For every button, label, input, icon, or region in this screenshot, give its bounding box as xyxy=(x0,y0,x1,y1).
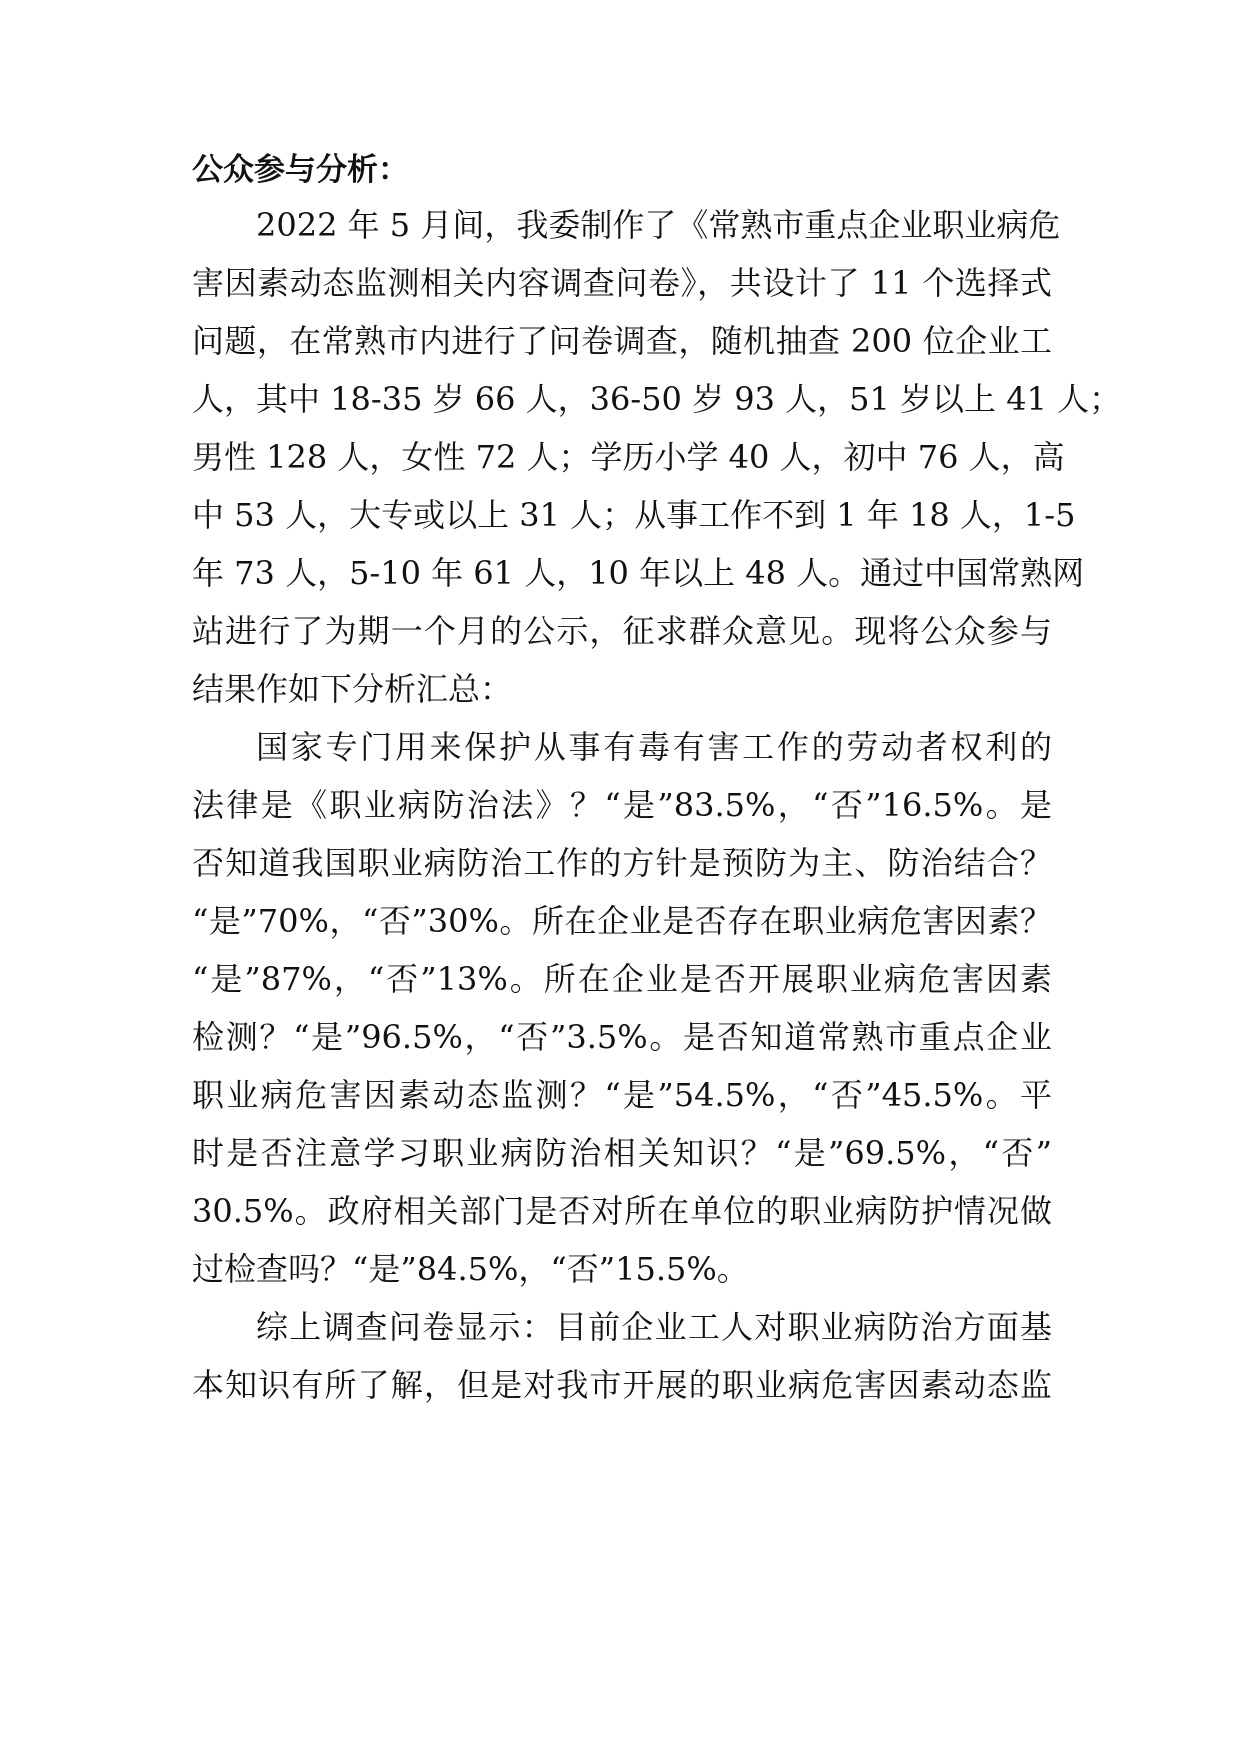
paragraph-line: 问题，在常熟市内进行了问卷调查，随机抽查 200 位企业工 xyxy=(192,322,1052,360)
paragraph-line: 结果作如下分析汇总： xyxy=(192,670,513,708)
paragraph-line: 国家专门用来保护从事有毒有害工作的劳动者权利的 xyxy=(256,728,1052,766)
paragraph-line: 过检查吗？“是”84.5%，“否”15.5%。 xyxy=(192,1250,749,1288)
paragraph-line: 年 73 人，5-10 年 61 人，10 年以上 48 人。通过中国常熟网 xyxy=(192,554,1085,592)
paragraph-line: 否知道我国职业病防治工作的方针是预防为主、防治结合？ xyxy=(192,844,1052,882)
paragraph-line: 站进行了为期一个月的公示，征求群众意见。现将公众参与 xyxy=(192,612,1052,650)
paragraph-line: 中 53 人，大专或以上 31 人；从事工作不到 1 年 18 人，1-5 xyxy=(192,496,1076,534)
paragraph-line: 人，其中 18-35 岁 66 人，36-50 岁 93 人，51 岁以上 41 人； xyxy=(192,380,1122,418)
paragraph-line: 检测？“是”96.5%，“否”3.5%。是否知道常熟市重点企业 xyxy=(192,1018,1052,1056)
paragraph-line: “是”70%，“否”30%。所在企业是否存在职业病危害因素？ xyxy=(192,902,1052,940)
paragraph-line: 30.5%。政府相关部门是否对所在单位的职业病防护情况做 xyxy=(192,1192,1052,1230)
paragraph-line: 职业病危害因素动态监测？“是”54.5%，“否”45.5%。平 xyxy=(192,1076,1052,1114)
section-heading: 公众参与分析： xyxy=(192,152,409,188)
paragraph-line: 时是否注意学习职业病防治相关知识？“是”69.5%，“否” xyxy=(192,1134,1052,1172)
paragraph-line: 综上调查问卷显示：目前企业工人对职业病防治方面基 xyxy=(256,1308,1052,1346)
paragraph-line: 2022 年 5 月间，我委制作了《常熟市重点企业职业病危 xyxy=(256,206,1061,244)
paragraph-line: 本知识有所了解，但是对我市开展的职业病危害因素动态监 xyxy=(192,1366,1052,1404)
paragraph-line: 害因素动态监测相关内容调查问卷》，共设计了 11 个选择式 xyxy=(192,264,1052,302)
paragraph-line: 男性 128 人，女性 72 人；学历小学 40 人，初中 76 人，高 xyxy=(192,438,1065,476)
paragraph-line: “是”87%，“否”13%。所在企业是否开展职业病危害因素 xyxy=(192,960,1052,998)
paragraph-line: 法律是《职业病防治法》？“是”83.5%，“否”16.5%。是 xyxy=(192,786,1052,824)
